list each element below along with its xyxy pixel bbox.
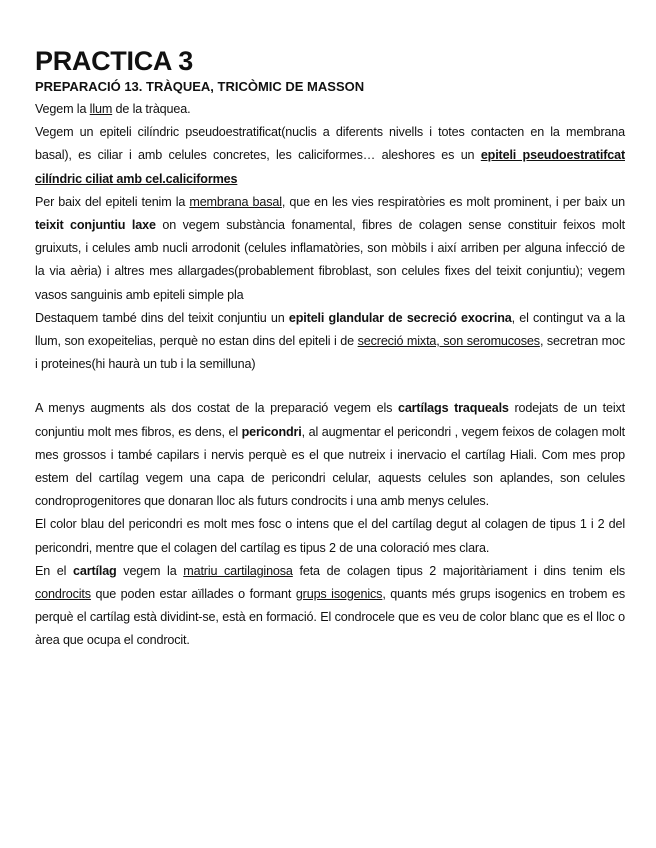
text-span: Per baix del epiteli tenim la — [35, 194, 190, 209]
paragraph-cartilags-traqueals — [35, 397, 625, 513]
document-page — [35, 44, 625, 653]
text-span: A menys augments als dos costat de la preparació vegem els — [35, 401, 398, 416]
paragraph-epiteli — [35, 121, 625, 191]
text-span: , que en les vies respiratòries es molt prominent, i per baix un — [281, 194, 625, 209]
underlined-term-matriu-cartilaginosa: matriu cartilaginosa — [183, 563, 293, 578]
text-span: , el contingut va a la llum, son exopeitelias, perquè no estan dins del epiteli i de — [35, 310, 626, 349]
paragraph-epiteli-glandular — [35, 307, 625, 377]
bold-term-epiteli-glandular: epiteli glandular de secreció exocrina — [288, 310, 512, 325]
underlined-term-llum: llum — [89, 102, 113, 116]
bold-term-pericondri: pericondri — [241, 424, 302, 439]
document-title: PRACTICA 3 — [35, 46, 194, 76]
bold-term-cartilag: cartílag — [73, 563, 117, 578]
bold-term-cartilags-traqueals: cartílags traqueals — [397, 401, 509, 416]
paragraph-gap — [35, 376, 625, 397]
text-span: En el — [35, 563, 73, 578]
text-span: El color blau del pericondri es molt mes fosc o intens que el del cartílag degut al colagen de tipus 1 i 2 del pericondri, mentre que el colagen del cartílag es tipus 2 de una coloració mes clara. — [35, 517, 625, 555]
text-span: on vegem substància fonamental, fibres de colagen sense constituir feixos molt gruixuts, i celules amb nucli arrodonit (celules inflamatòries, son mòbils i així arriben per alguna infecció de la via aèria) i altres mes allargades(probablement fibroblast, son celules fixes del teixit conjuntiu); vegem vasos sanguinis amb epiteli simple pla — [35, 218, 626, 302]
highlighted-term-epiteli: epiteli pseudoestratifcat cilíndric ciliat amb cel.caliciformes — [35, 148, 625, 186]
text-span: rodejats de un teixt conjuntiu molt mes fibros, es dens, el — [35, 401, 625, 439]
text-span: , quants més grups isogenics en trobem es perquè el cartílag està dividint-se, està en formació. El condrocele que es veu de color blanc que es el lloc o àrea que ocupa el condrocit. — [35, 587, 625, 648]
paragraph-llum — [35, 98, 625, 121]
paragraph-cartilag — [35, 560, 625, 653]
text-span: Vegem un epiteli cilíndric pseudoestratificat(nuclis a diferents nivells i totes contacten en la membrana basal), es ciliar i amb celules concretes, les caliciformes… aleshores es un — [35, 125, 625, 163]
paragraph-membrana-basal — [35, 191, 625, 307]
underlined-term-membrana-basal: membrana basal — [189, 194, 282, 209]
text-span: , al augmentar el pericondri , vegem feixos de colagen molt mes grossos i també capilars i nervis perquè es el que nutreix i inervacio el cartílag Hiali. Com mes prop estem del cartílag vegem una capa de pericondri celular, aquests celules son aplandes, son celules condroprogenitores que donaran lloc als futurs condrocits i una amb menys celules. — [35, 424, 625, 509]
text-span: , secretran moc i proteines(hi haurà un tub i la semilluna) — [35, 334, 625, 372]
document-subtitle: PREPARACIÓ 13. TRÀQUEA, TRICÒMIC DE MASSON — [35, 79, 365, 94]
text-span: feta de colagen tipus 2 majoritàriament i dins tenim els — [292, 563, 625, 578]
underlined-term-condrocits: condrocits — [35, 587, 91, 602]
bold-term-teixit-conjuntiu-laxe: teixit conjuntiu laxe — [35, 218, 156, 233]
paragraph-color-blau — [35, 513, 625, 559]
text-span: que poden estar aïllades o formant — [90, 587, 296, 602]
text-span: de la tràquea. — [112, 102, 191, 116]
underlined-term-grups-isogenics: grups isogenics — [295, 587, 383, 602]
underlined-term-secrecio-mixta: secreció mixta, son seromucoses — [357, 334, 540, 349]
text-span: Destaquem també dins del teixit conjuntiu un — [35, 310, 289, 325]
text-span: vegem la — [116, 563, 184, 578]
text-span: Vegem la — [35, 102, 90, 116]
